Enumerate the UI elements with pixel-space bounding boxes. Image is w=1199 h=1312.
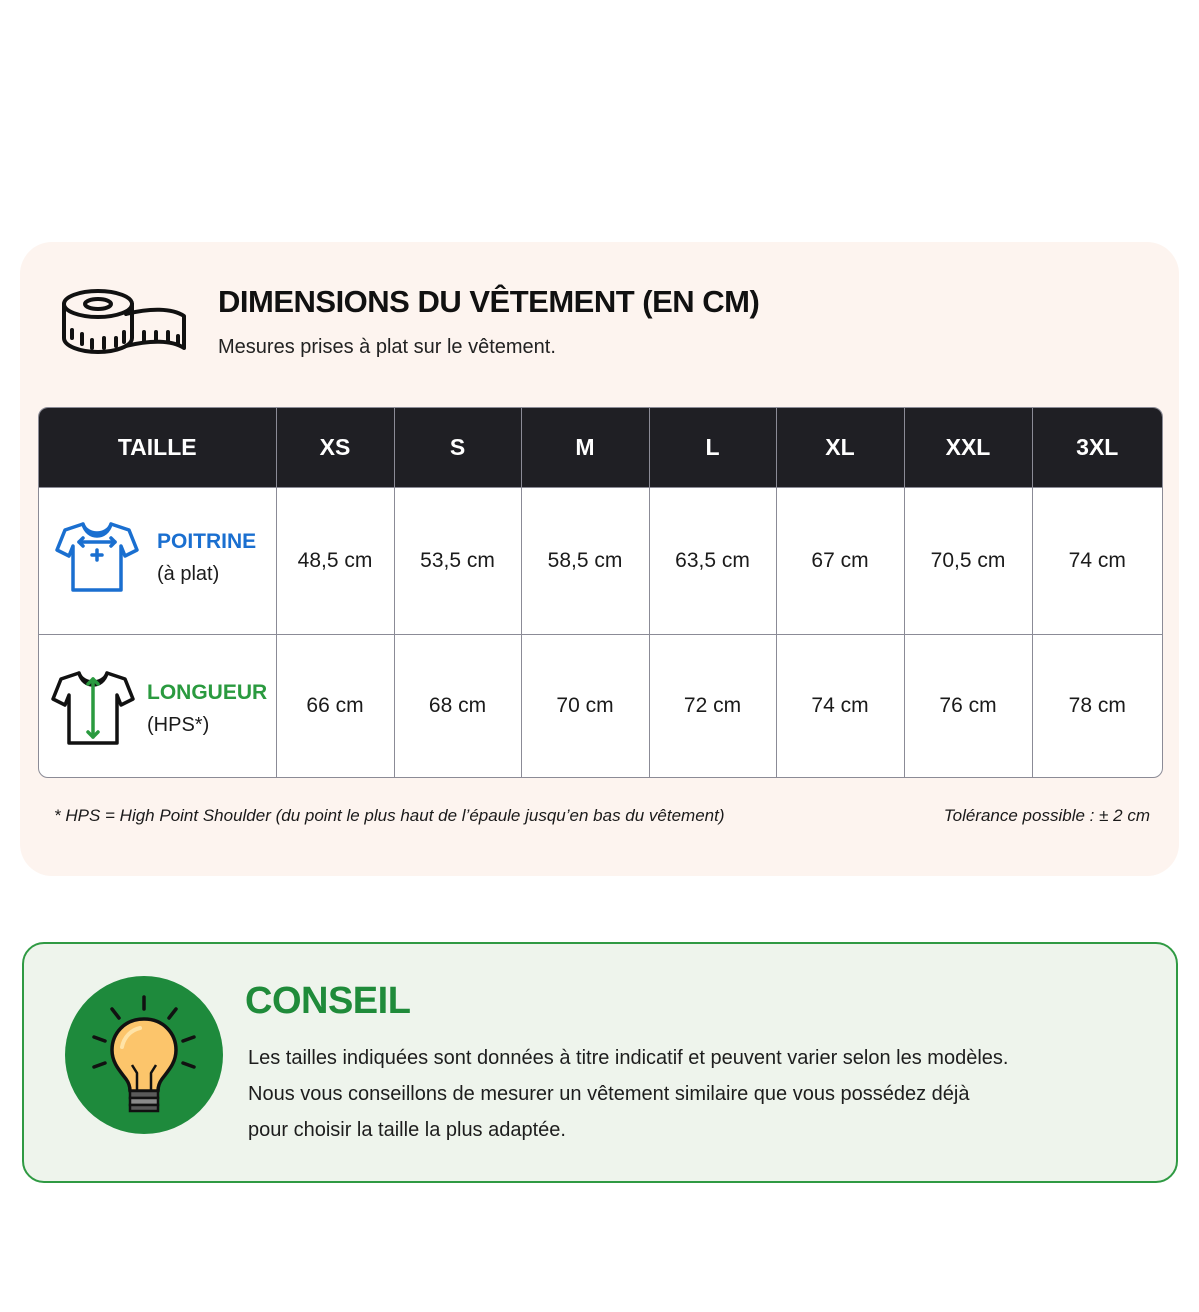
size-chart-card bbox=[20, 242, 1179, 876]
cell-longueur-l: 72 cm bbox=[649, 635, 776, 778]
row-label-longueur: LONGUEUR bbox=[147, 681, 268, 704]
cell-poitrine-m: 58,5 cm bbox=[521, 488, 649, 635]
cell-poitrine-xs: 48,5 cm bbox=[276, 488, 394, 635]
row-sublabel-longueur: (HPS*) bbox=[147, 714, 210, 736]
tshirt-chest-icon bbox=[55, 520, 139, 594]
header-size-xs: XS bbox=[276, 408, 394, 488]
cell-poitrine-xl: 67 cm bbox=[776, 488, 904, 635]
row-label-poitrine: POITRINE bbox=[157, 530, 257, 553]
measuring-tape-icon bbox=[60, 286, 188, 362]
cell-longueur-xl: 74 cm bbox=[776, 635, 904, 778]
hps-footnote: * HPS = High Point Shoulder (du point le plus haut de l’épaule jusqu’en bas du vêtement) bbox=[54, 806, 725, 825]
tip-line-2: Nous vous conseillons de mesurer un vêtement similaire que vous possédez déjà bbox=[248, 1083, 970, 1105]
header-size-m: M bbox=[521, 408, 649, 488]
tip-text bbox=[248, 1040, 1008, 1148]
header-size-xxl: XXL bbox=[904, 408, 1032, 488]
cell-poitrine-s: 53,5 cm bbox=[394, 488, 521, 635]
header-size-3xl: 3XL bbox=[1032, 408, 1162, 488]
chart-title: DIMENSIONS DU VÊTEMENT (EN CM) bbox=[218, 284, 760, 319]
cell-poitrine-xxl: 70,5 cm bbox=[904, 488, 1032, 635]
lightbulb-icon bbox=[64, 975, 224, 1135]
tshirt-length-icon bbox=[51, 669, 135, 747]
table-header-row bbox=[39, 408, 1162, 488]
cell-poitrine-3xl: 74 cm bbox=[1032, 488, 1162, 635]
header-size-s: S bbox=[394, 408, 521, 488]
size-table bbox=[38, 407, 1163, 778]
table-row-poitrine bbox=[39, 488, 1162, 635]
row-header-longueur bbox=[39, 635, 276, 778]
tip-line-1: Les tailles indiquées sont données à titre indicatif et peuvent varier selon les modèles. bbox=[248, 1047, 1009, 1069]
tip-line-3: pour choisir la taille la plus adaptée. bbox=[248, 1119, 566, 1141]
tolerance-note: Tolérance possible : ± 2 cm bbox=[943, 806, 1150, 825]
cell-longueur-s: 68 cm bbox=[394, 635, 521, 778]
cell-longueur-3xl: 78 cm bbox=[1032, 635, 1162, 778]
header-size-xl: XL bbox=[776, 408, 904, 488]
cell-longueur-xs: 66 cm bbox=[276, 635, 394, 778]
cell-longueur-m: 70 cm bbox=[521, 635, 649, 778]
row-header-poitrine bbox=[39, 488, 276, 635]
tip-card bbox=[22, 942, 1178, 1183]
cell-longueur-xxl: 76 cm bbox=[904, 635, 1032, 778]
table-row-longueur bbox=[39, 635, 1162, 778]
chart-subtitle: Mesures prises à plat sur le vêtement. bbox=[218, 336, 556, 358]
row-sublabel-poitrine: (à plat) bbox=[157, 563, 220, 585]
header-taille: TAILLE bbox=[39, 408, 276, 488]
header-size-l: L bbox=[649, 408, 776, 488]
tip-title: CONSEIL bbox=[245, 980, 411, 1022]
cell-poitrine-l: 63,5 cm bbox=[649, 488, 776, 635]
